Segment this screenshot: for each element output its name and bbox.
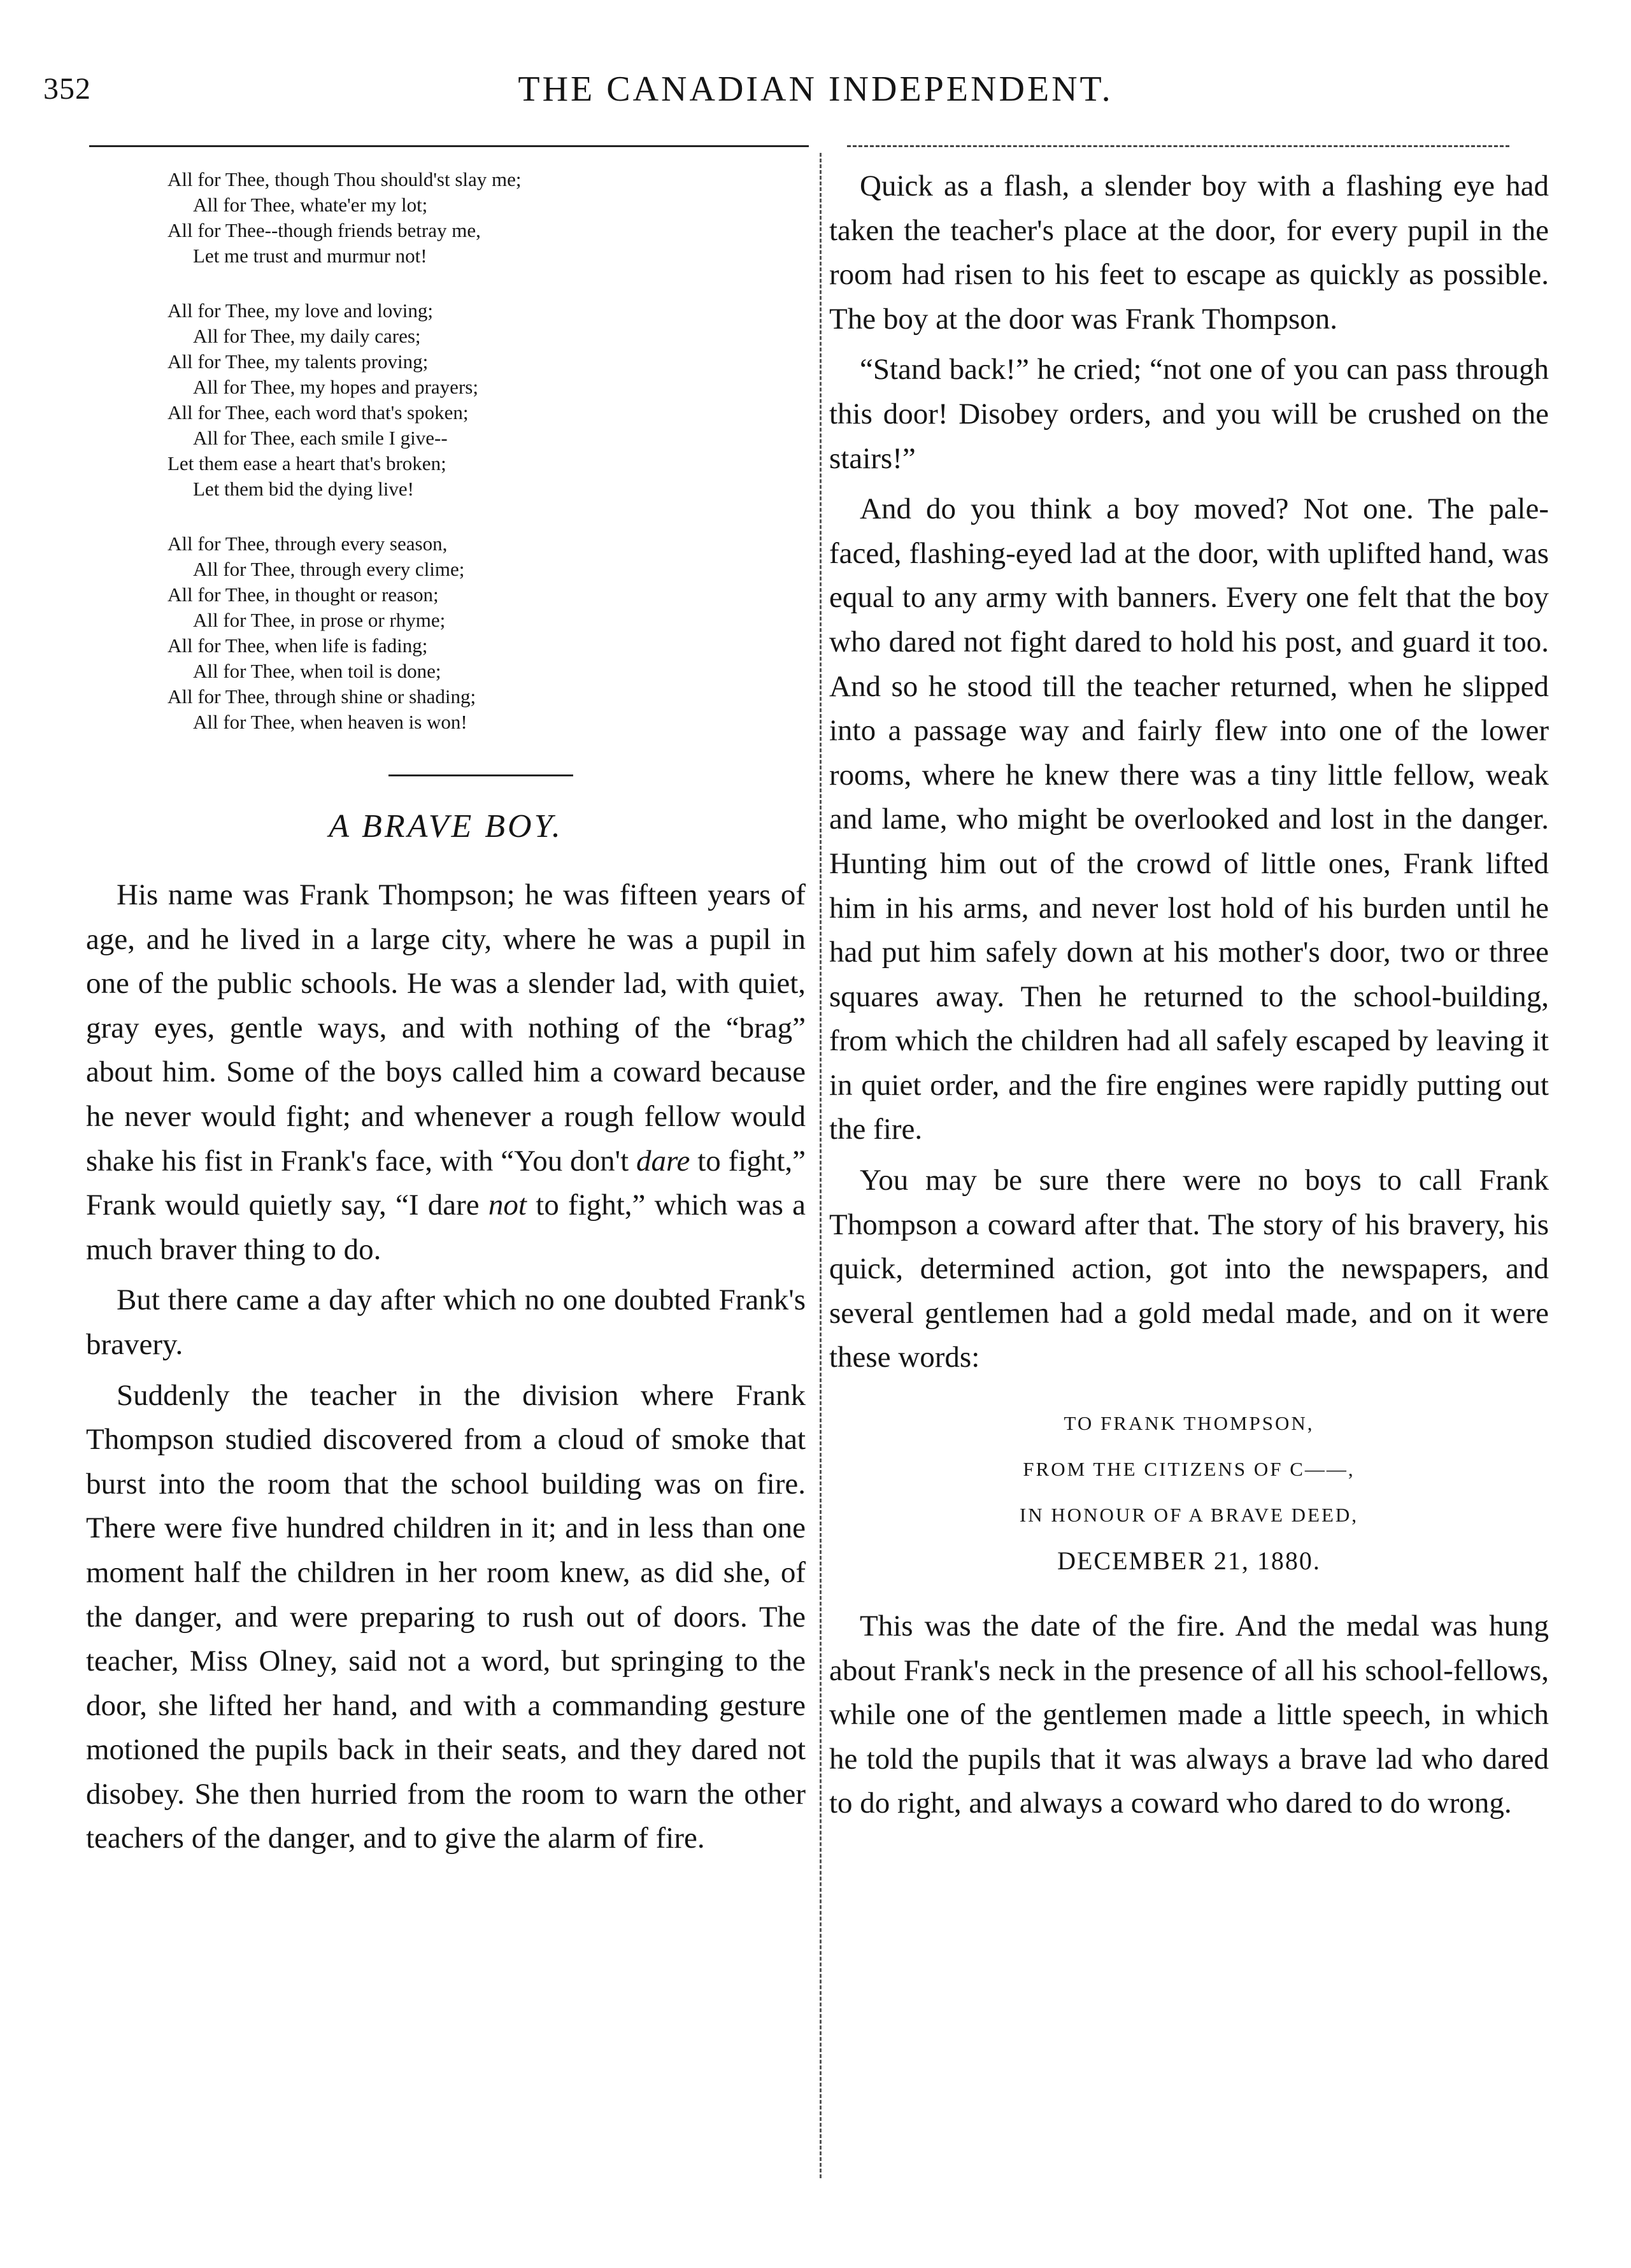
article-title: A BRAVE BOY. [329, 808, 563, 845]
poem-line: All for Thee, my talents proving; [167, 350, 429, 373]
poem-line: All for Thee, though Thou should'st slay me; [167, 168, 522, 190]
poem-line: All for Thee, in prose or rhyme; [193, 609, 446, 631]
section-divider [388, 774, 573, 776]
poem-line: Let me trust and murmur not! [193, 245, 427, 267]
poem [167, 167, 804, 735]
poem-line: All for Thee, when heaven is won! [193, 711, 467, 733]
column-divider [820, 153, 822, 2178]
poem-line: All for Thee--though friends betray me, [167, 219, 481, 241]
paragraph-text: His name was Frank Thompson; he was fifteen years of age, and he lived in a large city, where he was a pupil in one of the public schools. He was a slender lad, with quiet, gray eyes, gentle ways, and with nothing of the “brag” about him. Some of the boys called him a coward because he never would fight; and whenever a rough fellow would shake his fist in Frank's face, with “You don't [86, 878, 806, 1178]
poem-line: All for Thee, in thought or reason; [167, 583, 439, 606]
paragraph-text: to fight,” which was a much braver thing to do. [86, 1188, 806, 1266]
article-paragraph: But there came a day after which no one doubted Frank's bravery. [86, 1283, 806, 1361]
article-paragraph: And do you think a boy moved? Not one. The pale-faced, flashing-eyed lad at the door, with uplifted hand, was equal to any army with banners. Every one felt that the boy who dared not fight dared to hold his post, and guard it too. And so he stood till the teacher returned, when he slipped into a passage way and fairly flew into one of the lower rooms, where he knew there was a tiny little fellow, weak and lame, who might be overlooked and lost in the danger. Hunting him out of the crowd of little ones, Frank lifted him in his arms, and never lost hold of his burden until he had put him safely down at his mother's door, two or three squares away. Then he returned to the school-building, from which the children had all safely escaped by leaving it in quiet order, and the fire engines were rapidly putting out the fire. [829, 492, 1549, 1146]
article-paragraph: “Stand back!” he cried; “not one of you can pass through this door! Disobey orders, and you will be crushed on the stairs!” [829, 353, 1549, 475]
poem-line: Let them ease a heart that's broken; [167, 452, 446, 474]
article-paragraph: Suddenly the teacher in the division where Frank Thompson studied discovered from a cloud of smoke that burst into the room that the school building was on fire. There were five hundred children in it; and in less than one moment half the children in her room knew, as did she, of the danger, and were preparing to rush out of doors. The teacher, Miss Olney, said not a word, but springing to the door, she lifted her hand, and with a commanding gesture motioned the pupils back in their seats, and they dared not disobey. She then hurried from the room to warn the other teachers of the danger, and to give the alarm of fire. [86, 1378, 806, 1855]
article-paragraph: Quick as a flash, a slender boy with a flashing eye had taken the teacher's place at the door, for every pupil in the room had risen to his feet to escape as quickly as possible. The boy at the door was Frank Thompson. [829, 169, 1549, 336]
poem-stanza [167, 298, 804, 502]
emphasis-text: dare [636, 1144, 690, 1178]
poem-line: All for Thee, when toil is done; [193, 660, 441, 682]
left-column [86, 167, 806, 1867]
inscription-line: IN HONOUR OF A BRAVE DEED, [1019, 1504, 1359, 1527]
paragraph-text: to fight,” Frank would quietly say, “I dare [86, 1144, 806, 1222]
poem-stanza [167, 531, 804, 735]
header-rule [89, 145, 809, 147]
poem-line: All for Thee, when life is fading; [167, 634, 428, 657]
right-column [829, 164, 1549, 1832]
poem-line: All for Thee, my daily cares; [193, 325, 421, 347]
poem-line: All for Thee, my hopes and prayers; [193, 376, 478, 398]
poem-line: All for Thee, each smile I give-- [193, 427, 448, 449]
article-paragraph: You may be sure there were no boys to call Frank Thompson a coward after that. The story of his bravery, his quick, determined action, got into the newspapers, and several gentlemen had a gold medal made, and on it were these words: [829, 1164, 1549, 1374]
poem-line: All for Thee, my love and loving; [167, 299, 433, 322]
poem-line: All for Thee, whate'er my lot; [193, 194, 428, 216]
inscription-line: FROM THE CITIZENS OF C——, [1023, 1458, 1355, 1481]
emphasis-text: not [488, 1188, 527, 1222]
header-rule [847, 145, 1509, 147]
poem-stanza [167, 167, 804, 269]
article-paragraph: This was the date of the fire. And the medal was hung about Frank's neck in the presence of all his school-fellows, while one of the gentlemen made a little speech, in which he told the pupils that it was always a brave lad who dared to do right, and always a coward who dared to do wrong. [829, 1609, 1549, 1820]
running-title: THE CANADIAN INDEPENDENT. [518, 69, 1113, 109]
page-number: 352 [43, 72, 91, 106]
poem-line: All for Thee, through every clime; [193, 558, 465, 580]
medal-inscription [829, 1401, 1549, 1584]
inscription-date: DECEMBER 21, 1880. [1057, 1546, 1321, 1576]
poem-line: All for Thee, through shine or shading; [167, 685, 476, 708]
poem-line: All for Thee, through every season, [167, 532, 448, 555]
poem-line: All for Thee, each word that's spoken; [167, 401, 469, 424]
inscription-line: TO FRANK THOMPSON, [1064, 1412, 1314, 1435]
poem-line: Let them bid the dying live! [193, 478, 414, 500]
article-paragraph [86, 873, 806, 1272]
